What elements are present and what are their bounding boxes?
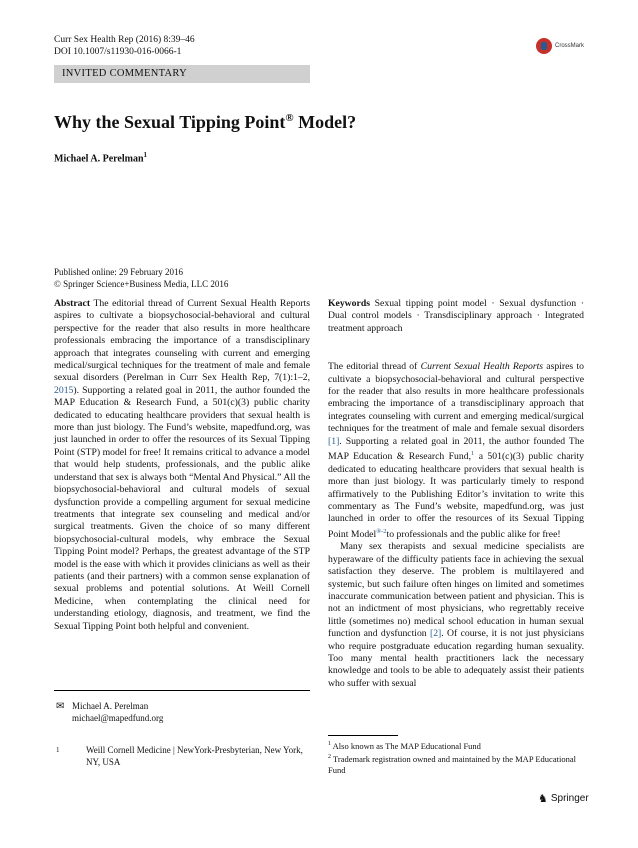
affiliation [54,744,310,768]
footnote-1-sup[interactable]: 1 [471,450,475,458]
fn1-num: 1 [328,741,331,747]
article-type-banner [54,65,310,83]
article-type: INVITED COMMENTARY [62,68,188,79]
footnotes [328,739,584,776]
footnote-2-sup[interactable]: ®-2 [376,527,387,535]
footnote-1 [328,739,584,752]
affiliation-num: 1 [56,746,60,754]
author-line [54,151,147,164]
publisher-name: Springer [550,793,589,804]
journal-citation [54,34,195,58]
footnote-divider [328,735,398,736]
corr-name: Michael A. Perelman [72,701,149,711]
envelope-icon: ✉ [56,701,65,712]
divider [54,690,310,691]
crossmark-badge[interactable] [536,38,584,54]
abstract [54,298,310,633]
title-text: Why the Sexual Tipping Point [54,112,286,132]
crossmark-label: CrossMark [555,43,585,49]
body-paragraph-2 [328,541,584,690]
copyright: © Springer Science+Business Media, LLC 2016 [54,279,229,289]
abstract-label: Abstract [54,298,91,309]
ref-2-link[interactable]: [2] [429,628,442,640]
springer-horse-icon: ♞ [538,793,548,805]
footnote-2 [328,752,584,776]
fn2-text: Trademark registration owned and maintained by the MAP Educational Fund [328,753,576,775]
p1-text-e: to professionals and the public alike for free! [386,528,561,540]
title-end: Model? [293,112,357,132]
keywords [328,298,584,335]
affiliation-text: Weill Cornell Medicine | NewYork-Presbyterian, New York, NY, USA [86,745,303,767]
journal-issue: Curr Sex Health Rep (2016) 8:39–46 [54,35,195,45]
fn1-text: Also known as The MAP Educational Fund [331,740,481,751]
body-paragraph-1 [328,361,584,541]
p1-text-a: The editorial thread of [328,361,421,373]
article-title [54,112,356,133]
p1-text-d: a 501(c)(3) public charity dedicated to educating healthcare providers that sexual health is more than just biology. It was particularly timely to respond affirmatively to the Publishing Editor’s invitation to write this commentary as The Fund’s website, mapedfund.org, was just launched in order to offer the resources of its Sexual Tipping Point Model [328,451,584,540]
published-date: Published online: 29 February 2016 [54,267,183,277]
corr-email[interactable]: michael@mapedfund.org [72,713,164,723]
author-name[interactable]: Michael A. Perelman [54,153,144,165]
author-affil-sup: 1 [143,151,148,159]
abstract-text-a: The editorial thread of Current Sexual Health Reports aspires to cultivate a biopsychosocial-behavioral and cultural perspective for the reader that also results in more healthcare professionals embracing the importance of a transdisciplinary approach that integrates counseling with current and emerging medical/surgical techniques for the treatment of male and female sexual disorders (Perelman in Curr Sex Health Rep, 7(1):1–2, [54,298,310,384]
registered-mark: ® [285,112,294,124]
journal-name: Current Sexual Health Reports [420,361,544,373]
ref-1-link[interactable]: [1] [328,435,340,447]
p1-text-b: aspires to cultivate a biopsychosocial-behavioral and cultural perspective for the reader that also results in more healthcare professionals embracing the importance of a transdisciplinary approach that integrates counseling with current and emerging medical/surgical techniques for the treatment of male and female sexual disorders [328,361,584,435]
right-column [328,298,584,690]
doi[interactable]: DOI 10.1007/s11930-016-0066-1 [54,47,182,57]
keywords-text: Sexual tipping point model · Sexual dysfunction · Dual control models · Transdisciplinary approach · Integrated treatment approach [328,298,584,334]
abstract-ref-link[interactable]: 2015 [54,384,74,396]
p1-text-c: . Supporting a related goal in 2011, the author founded The MAP Education & Research Fund, [328,435,584,463]
crossmark-icon [536,38,552,54]
abstract-text-b: ). Supporting a related goal in 2011, the author founded the MAP Education & Research Fund, a 501(c)(3) public charity dedicated to educating healthcare providers that sexual health is more than just biology. The Fund’s website, mapedfund.org, was just launched in order to offer the resources of its Sexual Tipping Point (STP) model for free! It remains critical to advance a model that would help students, professionals, and the public alike understand that sex is always both “Mental And Physical.” All the biopsychosocial-behavioral and cultural models of sexual dysfunction provide a compelling argument for sexual medicine treatments that integrate sex counseling and medical and/or surgical treatments. Given the choice of so many different biopsychosocial-cultural models, why embrace the Sexual Tipping Point model? Perhaps, the greatest advantage of the STP model is the ease with which it provides clinicians as well as their patients (and their partners) with a common sense explanation of sexual problems and potential solutions. At Weill Cornell Medicine, when contemplating the clinical need for understanding etiology, diagnosis, and treatment, we find the Sexual Tipping Point both helpful and convenient. [54,384,310,632]
p2-text-a: Many sex therapists and sexual medicine specialists are hyperaware of the difficulty patients face in achieving the sexual satisfaction they deserve. The problem is multilayered and systemic, but such failure often hinges on limited and sometimes inaccurate communication between patient and physician. This is not an indictment of most physicians, who regrettably receive little (sometimes no) medical school education in human sexual function and dysfunction [328,541,584,640]
p2-text-b: . Of course, it is not just physicians who require postgraduate education regarding human sexuality. Too many mental health practitioners lack the necessary knowledge and tools to be able to adequately assist their patients who suffer with sexual [328,628,585,689]
correspondence [54,700,310,724]
publisher-logo [538,792,589,805]
fn2-num: 2 [328,753,331,760]
keywords-label: Keywords [328,298,370,309]
publication-info [54,266,228,290]
